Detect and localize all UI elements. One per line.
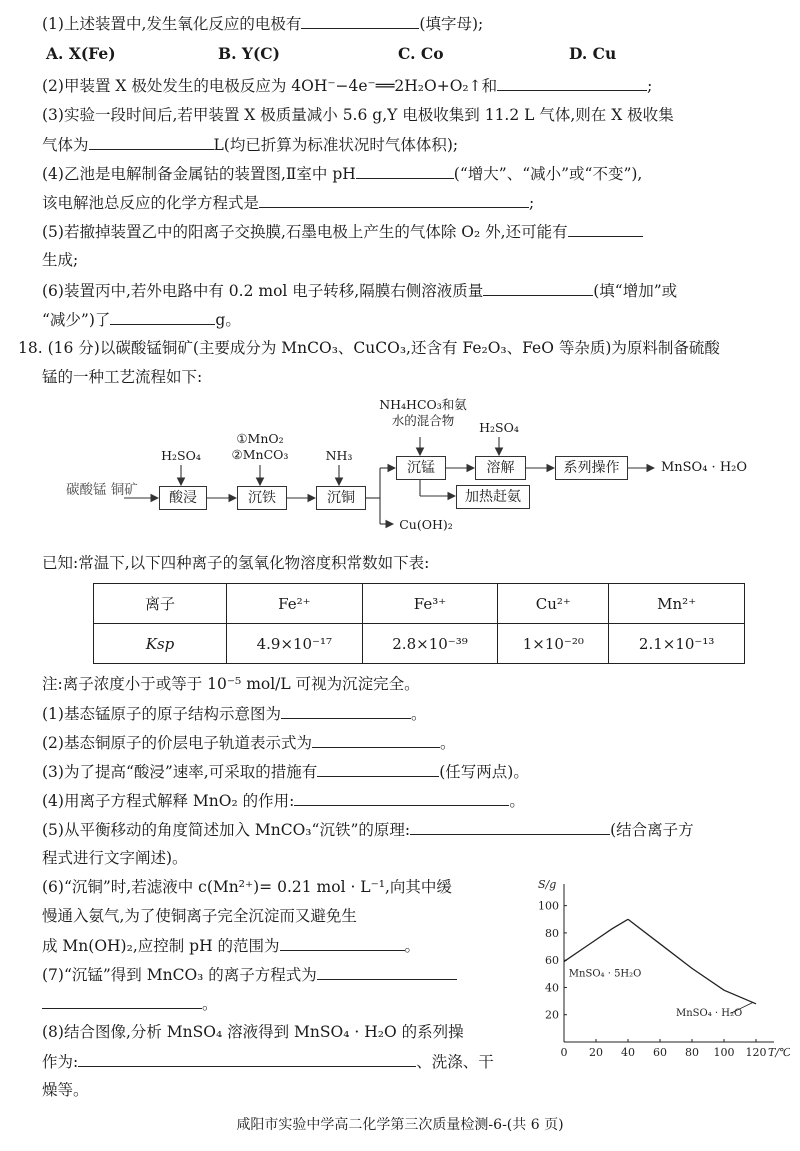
x-tick-label: 80 [685, 1046, 699, 1059]
y-tick-label: 40 [545, 981, 559, 995]
option-c: C. Co [398, 44, 444, 63]
q18-sub8-line2: 作为: 、洗涤、干 [42, 1050, 494, 1073]
table-row [94, 624, 745, 664]
step-remove-copper: 沉铜 [316, 486, 366, 510]
step-remove-iron: 沉铁 [237, 486, 287, 510]
q17-part5-line2: 生成; [42, 251, 79, 269]
solubility-chart-svg [530, 872, 790, 1067]
x-tick-label: 120 [745, 1046, 767, 1059]
q17-part4-line1: (4)乙池是电解制备金属钴的装置图,Ⅱ室中 pH (“增大”、“减小”或“不变”), [42, 162, 642, 185]
reagent-nh4hco3: NH₄HCO₃和氨 水的混合物 [379, 397, 467, 428]
q18-sub5-line2: 程式进行文字阐述)。 [42, 849, 188, 867]
reagent-h2so4-1: H₂SO₄ [161, 448, 201, 463]
q18-sub8-line1: (8)结合图像,分析 MnSO₄ 溶液得到 MnSO₄ · H₂O 的系列操 [42, 1023, 464, 1041]
q17-part4-line2: 该电解池总反应的化学方程式是 ; [42, 191, 534, 214]
x-tick-label: 20 [589, 1046, 603, 1059]
y-axis-title: S/g [538, 878, 557, 891]
q18-sub2: (2)基态铜原子的价层电子轨道表示式为 。 [42, 731, 455, 754]
x-axis-title: T/℃ [768, 1046, 790, 1059]
reagent-h2so4-2: H₂SO₄ [479, 420, 519, 435]
step-precipitate-mn: 沉锰 [396, 456, 446, 480]
q18-sub5-line1: (5)从平衡移动的角度简述加入 MnCO₃“沉铁”的原理: (结合离子方 [42, 818, 694, 841]
byproduct-cuoh2: Cu(OH)₂ [399, 517, 453, 532]
q18-sub8-line3: 燥等。 [42, 1081, 89, 1099]
step-dissolve: 溶解 [475, 456, 526, 480]
q18-sub4: (4)用离子方程式解释 MnO₂ 的作用: 。 [42, 789, 525, 812]
q18-sub6-line2: 慢通入氨气,为了使铜离子完全沉淀而又避免生 [42, 907, 357, 925]
q18-sub1: (1)基态锰原子的原子结构示意图为 。 [42, 702, 426, 725]
answer-blank[interactable] [78, 1050, 416, 1067]
answer-blank[interactable] [317, 760, 439, 777]
answer-blank[interactable] [356, 162, 454, 179]
option-b: B. Y(C) [218, 44, 280, 63]
table-header: Fe³⁺ [362, 584, 498, 624]
table-cell: 1×10⁻²⁰ [498, 624, 609, 664]
table-row-label: Ksp [94, 624, 227, 664]
reagent-mno2-mnco3: ①MnO₂ ②MnCO₃ [231, 431, 289, 462]
q17-part5-line1: (5)若撤掉装置乙中的阳离子交换膜,石墨电极上产生的气体除 O₂ 外,还可能有 [42, 220, 643, 243]
x-tick-label: 0 [560, 1046, 568, 1059]
q18-sub7-line2: 。 [42, 992, 218, 1015]
product-mnso4-h2o: MnSO₄ · H₂O [660, 460, 748, 475]
x-tick-label: 40 [621, 1046, 635, 1059]
table-cell: 2.8×10⁻³⁹ [362, 624, 498, 664]
answer-blank[interactable] [110, 308, 215, 325]
ksp-table [93, 583, 745, 664]
option-d: D. Cu [569, 44, 617, 63]
y-tick-label: 20 [545, 1008, 559, 1022]
table-row [94, 584, 745, 624]
q18-intro-line1: 18. (16 分)以碳酸锰铜矿(主要成分为 MnCO₃、CuCO₃,还含有 Fe₂O₃、FeO 等杂质)为原料制备硫酸 [18, 339, 720, 357]
answer-blank[interactable] [568, 220, 643, 237]
answer-blank[interactable] [410, 818, 610, 835]
answer-blank[interactable] [294, 789, 509, 806]
y-tick-label: 100 [538, 899, 559, 913]
step-heat-remove-ammonia: 加热赶氨 [456, 485, 530, 509]
answer-blank[interactable] [259, 191, 529, 208]
table-cell: 4.9×10⁻¹⁷ [227, 624, 363, 664]
q18-sub6-line3: 成 Mn(OH)₂,应控制 pH 的范围为 。 [42, 934, 420, 957]
series-line-2 [628, 919, 756, 1004]
q17-part1: (1)上述装置中,发生氧化反应的电极有 (填字母); [42, 12, 483, 35]
option-a: A. X(Fe) [46, 44, 116, 63]
table-header: Fe²⁺ [227, 584, 363, 624]
answer-blank[interactable] [281, 702, 411, 719]
y-tick-label: 80 [545, 926, 559, 940]
q18-sub3: (3)为了提高“酸浸”速率,可采取的措施有 (任写两点)。 [42, 760, 529, 783]
y-tick-label: 60 [545, 954, 559, 968]
x-tick-label: 100 [713, 1046, 735, 1059]
q17-part2: (2)甲装置 X 极处发生的电极反应为 4OH⁻−4e⁻══2H₂O+O₂↑和 ; [42, 74, 652, 97]
step-acid-leach: 酸浸 [159, 486, 207, 510]
answer-blank[interactable] [317, 963, 457, 980]
q17-part6-line2: “减少”)了 g。 [42, 308, 241, 331]
answer-blank[interactable] [301, 12, 419, 29]
solubility-chart [530, 872, 790, 1067]
table-header: Mn²⁺ [609, 584, 745, 624]
known-ksp-statement: 已知:常温下,以下四种离子的氢氧化物溶度积常数如下表: [42, 554, 430, 572]
x-tick-label: 60 [653, 1046, 667, 1059]
q17-part3-line1: (3)实验一段时间后,若甲装置 X 极质量减小 5.6 g,Y 电极收集到 11.2 L 气体,则在 X 极收集 [42, 106, 674, 124]
step-series-operations: 系列操作 [555, 456, 628, 480]
answer-blank[interactable] [89, 133, 214, 150]
answer-blank[interactable] [497, 74, 647, 91]
series-line-1 [564, 919, 628, 961]
table-header: 离子 [94, 584, 227, 624]
q18-sub6-line1: (6)“沉铜”时,若滤液中 c(Mn²⁺)= 0.21 mol · L⁻¹,向其中缓 [42, 878, 452, 896]
table-cell: 2.1×10⁻¹³ [609, 624, 745, 664]
precipitation-note: 注:离子浓度小于或等于 10⁻⁵ mol/L 可视为沉淀完全。 [42, 675, 420, 693]
q17-part6-line1: (6)装置丙中,若外电路中有 0.2 mol 电子转移,隔膜右侧溶液质量 (填“增加”或 [42, 279, 677, 302]
q18-sub7-line1: (7)“沉锰”得到 MnCO₃ 的离子方程式为 [42, 963, 457, 986]
answer-blank[interactable] [42, 992, 202, 1009]
process-flowchart [60, 393, 780, 543]
answer-blank[interactable] [280, 934, 405, 951]
raw-material-label: 碳酸锰 铜矿 [66, 482, 138, 498]
answer-blank[interactable] [483, 279, 593, 296]
reagent-nh3: NH₃ [325, 448, 353, 463]
page-footer: 咸阳市实验中学高二化学第三次质量检测-6-(共 6 页) [236, 1117, 564, 1133]
table-header: Cu²⁺ [498, 584, 609, 624]
q17-part3-line2: 气体为 L(均已折算为标准状况时气体体积); [42, 133, 458, 156]
series-label-pentahydrate: MnSO₄ · 5H₂O [568, 968, 642, 980]
series-label-monohydrate: MnSO₄ · H₂O [676, 1008, 743, 1020]
answer-blank[interactable] [312, 731, 440, 748]
q18-intro-line2: 锰的一种工艺流程如下: [42, 368, 203, 386]
